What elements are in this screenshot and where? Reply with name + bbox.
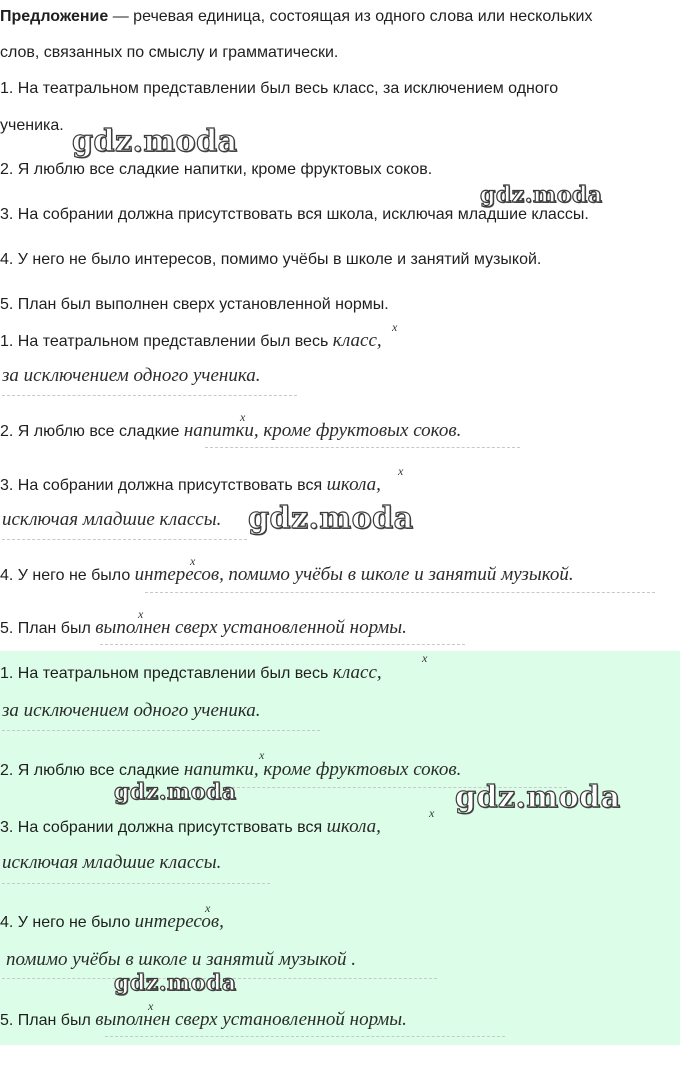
definition-line-1 <box>0 8 592 26</box>
watermark: gdz.moda <box>455 780 621 815</box>
analysis1-row-4: 4. У него не было интересов, помимо учёбы в школе и занятий музыкой. <box>0 564 574 585</box>
analysis1-row-1-line-2: за исключением одного ученика. <box>2 365 261 386</box>
analysis2-object-5: выполнен <box>95 1009 171 1030</box>
dashed-underline <box>145 592 655 593</box>
dashed-underline <box>105 1036 505 1037</box>
dashed-underline <box>2 395 297 396</box>
definition-line-2: слов, связанных по смыслу и грамматически. <box>0 44 339 61</box>
x-mark: x <box>259 748 265 762</box>
analysis2-row-4: 4. У него не было интересов, <box>0 911 224 932</box>
x-mark: x <box>398 464 404 478</box>
analysis1-row-2: 2. Я люблю все сладкие напитки, кроме фруктовых соков. <box>0 420 462 441</box>
x-mark: x <box>190 554 196 568</box>
analysis2-row-3: 3. На собрании должна присутствовать вся школа, <box>0 816 381 837</box>
dashed-underline <box>2 883 270 884</box>
watermark: gdz.moda <box>248 501 414 536</box>
sentence-3: 3. На собрании должна присутствовать вся школа, исключая младшие классы. <box>0 206 589 223</box>
watermark: gdz.moda <box>114 970 237 996</box>
watermark: gdz.moda <box>72 124 238 159</box>
analysis2-subject-1: класс <box>332 662 377 683</box>
analysis1-object-4: интересов, <box>134 564 224 585</box>
analysis2-row-1-line-2: за исключением одного ученика. <box>2 700 261 721</box>
analysis2-subject-3: школа <box>326 816 377 837</box>
analysis1-object-2: напитки, кроме фруктовых соков <box>183 420 457 441</box>
analysis1-row-1: 1. На театральном представлении был весь класс, <box>0 330 382 351</box>
analysis1-subject-3: школа <box>326 474 377 495</box>
sentence-5: 5. План был выполнен сверх установленной нормы. <box>0 296 389 313</box>
analysis1-row-3-line-2: исключая младшие классы. <box>2 509 222 530</box>
dashed-underline <box>100 644 465 645</box>
x-mark: x <box>429 806 435 820</box>
x-mark: x <box>138 607 144 621</box>
analysis2-object-4: интересов <box>134 911 220 932</box>
sentence-2: 2. Я люблю все сладкие напитки, кроме фруктовых соков. <box>0 161 433 178</box>
definition-text: — речевая единица, состоящая из одного слова или нескольких <box>108 8 593 25</box>
dashed-underline <box>205 447 520 448</box>
analysis2-row-2: 2. Я люблю все сладкие напитки, кроме фруктовых соков. <box>0 759 462 780</box>
definition-term: Предложение <box>0 8 109 25</box>
x-mark: x <box>422 651 428 665</box>
watermark: gdz.moda <box>480 182 603 208</box>
x-mark: x <box>205 901 211 915</box>
dashed-underline <box>2 539 247 540</box>
sentence-4: 4. У него не было интересов, помимо учёбы в школе и занятий музыкой. <box>0 251 542 268</box>
analysis1-row-3: 3. На собрании должна присутствовать вся школа, <box>0 474 381 495</box>
analysis2-object-2: напитки, кроме фруктовых соков <box>183 759 457 780</box>
x-mark: x <box>240 410 246 424</box>
dashed-underline <box>2 730 320 731</box>
analysis2-row-4-line-2: помимо учёбы в школе и занятий музыкой . <box>6 949 356 970</box>
analysis1-row-5: 5. План был выполнен сверх установленной нормы. <box>0 617 407 638</box>
analysis1-object-5: выполнен <box>95 617 171 638</box>
watermark: gdz.moda <box>114 779 237 805</box>
sentence-1-line-2: ученика. <box>0 117 64 134</box>
x-mark: x <box>392 320 398 334</box>
sentence-1-line-1: 1. На театральном представлении был весь класс, за исключением одного <box>0 80 559 97</box>
analysis2-row-5: 5. План был выполнен сверх установленной нормы. <box>0 1009 407 1030</box>
analysis2-row-1: 1. На театральном представлении был весь класс, <box>0 662 382 683</box>
x-mark: x <box>148 999 154 1013</box>
analysis2-row-3-line-2: исключая младшие классы. <box>2 852 222 873</box>
analysis1-subject-1: класс <box>332 330 377 351</box>
